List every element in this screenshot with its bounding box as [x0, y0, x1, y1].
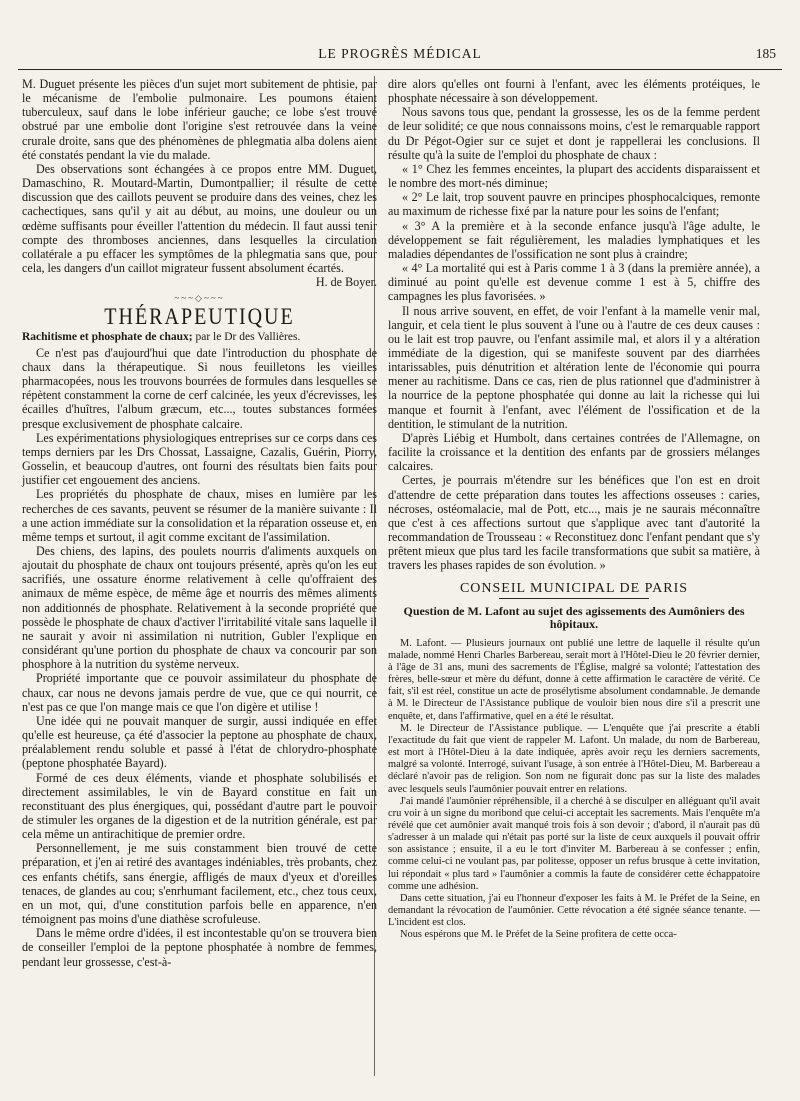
- body-paragraph: Formé de ces deux éléments, viande et phosphate solubilisés et directement assimilables, le vin de Bayard constitue en fait un reconstituant des plus énergiques, qui, possédant d'autre part le pouvoir de stimuler les organes de la digestion et de la nutrition générale, est par cela même un antirachitique de premier ordre.: [22, 770, 377, 842]
- minutes-paragraph: Dans cette situation, j'ai eu l'honneur d'exposer les faits à M. le Préfet de la Seine, en demandant la révocation de l'aumônier. Cette révocation a été signée séance tenante. — L'incident est clos.: [388, 892, 760, 929]
- intro-paragraph: M. Duguet présente les pièces d'un sujet mort subitement de phtisie, par le mécanisme de l'embolie pulmonaire. Les poumons étaient tuberculeux, sauf dans le lobe inférieur gauche; ce lobe s'est trouvé obstrué par une embolie dont l'origine s'est retrouvée dans la veine crurale droite, sans que des phénomènes de phlegmatia alba dolens aient été constatés pendant la vie du malade.: [22, 77, 377, 162]
- body-paragraph: Dans le même ordre d'idées, il est incontestable qu'on se trouvera bien de conseiller l'emploi de la peptone phosphatée à nombre de femmes, pendant leur grossesse, c'est-à-: [22, 926, 377, 969]
- quoted-conclusion: « 1° Chez les femmes enceintes, la plupart des accidents disparaissent et le nombre des mort-nés diminue;: [388, 161, 760, 191]
- minutes-paragraph: Nous espérons que M. le Préfet de la Seine profitera de cette occa-: [400, 929, 677, 941]
- body-paragraph: Nous savons tous que, pendant la grossesse, les os de la femme perdent de leur solidité; ce que nous connaissons moins, c'est le remarquable rapport du Dr Pégot-Ogier sur ce sujet et dont je rappellerai les conclusions. Il résulte qu'à la suite de l'emploi du phosphate de chaux :: [388, 105, 760, 162]
- body-paragraph: dire alors qu'elles ont fourni à l'enfant, avec les éléments protéiques, le phosphate nécessaire à son développement.: [388, 77, 760, 106]
- article-heading: [22, 330, 377, 344]
- body-paragraph: Propriété importante que ce pouvoir assimilateur du phosphate de chaux, car nous ne devons jamais perdre de vue, que ce qui nourrit, ce n'est pas ce que l'on mange mais ce que l'on digère et utilise !: [22, 671, 377, 714]
- quoted-conclusion: « 4° La mortalité qui est à Paris comme 1 à 3 (dans la première année), a diminué au point qu'elle est devenue comme 1 est à 5, chiffre des campagnes les plus favorisées. »: [388, 261, 760, 304]
- article-title: Rachitisme et phosphate de chaux;: [22, 330, 193, 343]
- question-heading: Question de M. Lafont au sujet des agissements des Aumôniers des hôpitaux.: [403, 603, 745, 631]
- body-paragraph: Certes, je pourrais m'étendre sur les bénéfices que l'on est en droit d'attendre de cette préparation dans toutes les affections osseuses : caries, nécroses, ostéomalacie, mal de Pott, etc..., mais je ne saurais méconnaître que c'est à ces affections surtout que s'applique avec tant d'autorité la recommandation de Trousseau : « Reconstituez donc l'enfant pendant que s'y prêtent mieux que plus tard les facile transformations que subit sa matière, à travers les phases rapides de son évolution. »: [388, 473, 760, 573]
- section-title: THÉRAPEUTIQUE: [104, 303, 295, 330]
- right-column: [388, 77, 760, 942]
- body-paragraph: D'après Liébig et Humbolt, dans certaines contrées de l'Allemagne, on facilite la croissance et la dentition des enfants par de grossiers mélanges calcaires.: [388, 430, 760, 474]
- minutes-paragraph: J'ai mandé l'aumônier répréhensible, il a cherché à se disculper en alléguant qu'il avait cru voir à un signe du moribond que celui-ci acceptait les sacrements. Mais l'enquête m'a révélé que cet aumônier avait manqué trois fois à son devoir ; d'abord, il n'aurait pas dû s'adresser à un malade qui n'était pas porté sur la liste de ceux auxquels il pouvait offrir son assistance ; ensuite, il a eu le tort d'inviter M. Barbereau à se confesser ; enfin, comme celui-ci ne voulant pas, par politesse, opposer un refus brusque à cette invitation, lui répondait « plus tard » l'aumônier a commis la faute de considérer cette échappatoire comme une adhésion.: [388, 795, 760, 892]
- quoted-conclusion: « 2° Le lait, trop souvent pauvre en principes phosphocalciques, remonte au maximum de richesse fixé par la nature pour les soins de l'enfant;: [388, 190, 760, 219]
- heading-rule: [499, 598, 649, 599]
- minutes-paragraph: M. le Directeur de l'Assistance publique. — L'enquête que j'ai prescrite a établi l'exactitude du fait que vient de rappeler M. Lafont. Un malade, du nom de Barbereau, est mort à l'Hôtel-Dieu à la date indiquée, après avoir reçu les derniers sacrements, malgré sa volonté. Interrogé, suivant l'usage, à son entrée à l'Hôtel-Dieu, M. Barbereau a déclaré n'avoir pas de religion. Son nom ne figurait donc pas sur la liste des malades avec lesquels seuls l'aumônier pouvait entrer en relations.: [388, 722, 760, 795]
- conseil-heading: CONSEIL MUNICIPAL DE PARIS: [459, 581, 689, 597]
- left-column: [22, 77, 377, 969]
- signature: H. de Boyer.: [315, 275, 377, 290]
- body-paragraph: Les expérimentations physiologiques entreprises sur ce corps dans ces temps derniers par les Drs Chossat, Lassaigne, Cazalis, Guérin, Piorry, Gosselin, et beaucoup d'autres, ont fourni des résultats bien faits pour justifier cet engouement des anciens.: [22, 430, 377, 488]
- council-minutes: [388, 638, 760, 942]
- body-paragraph: Des chiens, des lapins, des poulets nourris d'aliments auxquels on ajoutait du phosphate de chaux ont toujours présenté, après qu'on les eut sacrifiés, une ossature énorme relativement à celle qu'offraient des animaux de même espèce, de même âge et nourris des mêmes aliments non additionnés de phosphate. Relativement à la seconde propriété que possède le phosphate de chaux d'activer l'irritabilité vitale sans laquelle il ne saurait y avoir ni assimilation ni nutrition, Gubler l'explique en considérant qu'une portion du phosphate de chaux va concourir par son phosphore à la nutrition du système nerveux.: [22, 544, 377, 672]
- page-number: 185: [755, 46, 776, 61]
- running-header: [18, 46, 782, 68]
- intro-paragraph: Des observations sont échangées à ce propos entre MM. Duguet, Damaschino, R. Moutard-Martin, Dumontpallier; il résulte de cette discussion que des caillots peuvent se produire dans des veines, chez les cachectiques, sans qu'il y ait au début, au moins, une douleur ou un œdème suffisants pour éveiller l'attention du médecin. Il faut aussi tenir compte des thromboses anciennes, dans lesquelles la circulation collatérale a pu effacer les symptômes de la phlegmatia sans que, pour cela, les dangers d'un caillot migrateur fussent absolument écartés.: [22, 161, 377, 276]
- body-paragraph: Les propriétés du phosphate de chaux, mises en lumière par les recherches de ces savants, peuvent se résumer de la manière suivante : Il a une action immédiate sur la consolidation et la réparation osseuse et, en même temps et surtout, il agit comme excitant de l'assimilation.: [22, 487, 377, 544]
- body-paragraph: Ce n'est pas d'aujourd'hui que date l'introduction du phosphate de chaux dans la thérapeutique. Si nous feuilletons les vieilles pharmacopées, nous les trouvons bourrées de formules dans lesquelles se répètent constamment la corne de cerf calcinée, les yeux d'écrevisses, les écailles d'huîtres, l'album græcum, etc..., toutes substances formées presque exclusivement de phosphate calcaire.: [22, 345, 377, 431]
- header-rule: [18, 69, 782, 70]
- quoted-conclusion: « 3° A la première et à la seconde enfance jusqu'à l'âge adulte, le développement se fait régulièrement, les maladies lymphatiques et les maladies dépendantes de l'ossification ne sont plus à craindre;: [388, 218, 760, 261]
- body-paragraph: Personnellement, je me suis constamment bien trouvé de cette préparation, et j'en ai retiré des avantages indéniables, très probants, chez ces enfants chétifs, sans énergie, affligés de maux d'yeux et d'oreilles tenaces, de glandes au cou; s'enrhumant facilement, etc., chez tous ceux, en un mot, qui, d'une constitution parfois belle en apparence, n'en témoignent pas moins d'une diathèse scrofuleuse.: [22, 841, 377, 927]
- minutes-paragraph: M. Lafont. — Plusieurs journaux ont publié une lettre de laquelle il résulte qu'un malade, nommé Henri Charles Barbereau, serait mort à l'Hôtel-Dieu le 20 février dernier, à l'âge de 31 ans, muni des sacrements de l'Église, malgré sa volonté; l'attestation des frères, belle-sœur et mère du défunt, donne à cette affirmation le caractère de vérité. Ce fait, s'il est réel, constitue un acte de prosélytisme absolument condamnable. Je demande à M. le Directeur de l'Assistance publique de vouloir bien nous dire s'il a prescrit une enquête, et, dans l'affirmative, quel en a été le résultat.: [388, 637, 760, 722]
- article-author: par le Dr des Vallières.: [195, 330, 301, 343]
- body-paragraph: Une idée qui ne pouvait manquer de surgir, aussi indiquée en effet qu'elle est heureuse, ça été d'associer la peptone au phosphate de chaux, préalablement rendu soluble et passé à l'état de chlorydro-phosphate (peptone phosphatée Bayard).: [22, 713, 377, 771]
- ornament-divider: ~~~◇~~~: [174, 293, 225, 304]
- journal-title: LE PROGRÈS MÉDICAL: [318, 46, 482, 61]
- body-paragraph: Il nous arrive souvent, en effet, de voir l'enfant à la mamelle venir mal, languir, et cela tient le plus souvent à l'une ou à l'autre de ces deux causes : ou le lait est trop pauvre, ou l'enfant assimile mal, et alors il y a altération immédiate de la digestion, qui se manifeste souvent par des diarrhées intarissables, puis dénutrition et altération lente de l'économie qui pourra mener au rachitisme. Dans ce cas, rien de plus rationnel que d'administrer à la nourrice de la peptone phosphatée qui donne au lait la richesse qui lui manque et fournit à l'enfant, avec l'élément de l'ossification et de la dentition, le stimulant de la nutrition.: [388, 303, 760, 431]
